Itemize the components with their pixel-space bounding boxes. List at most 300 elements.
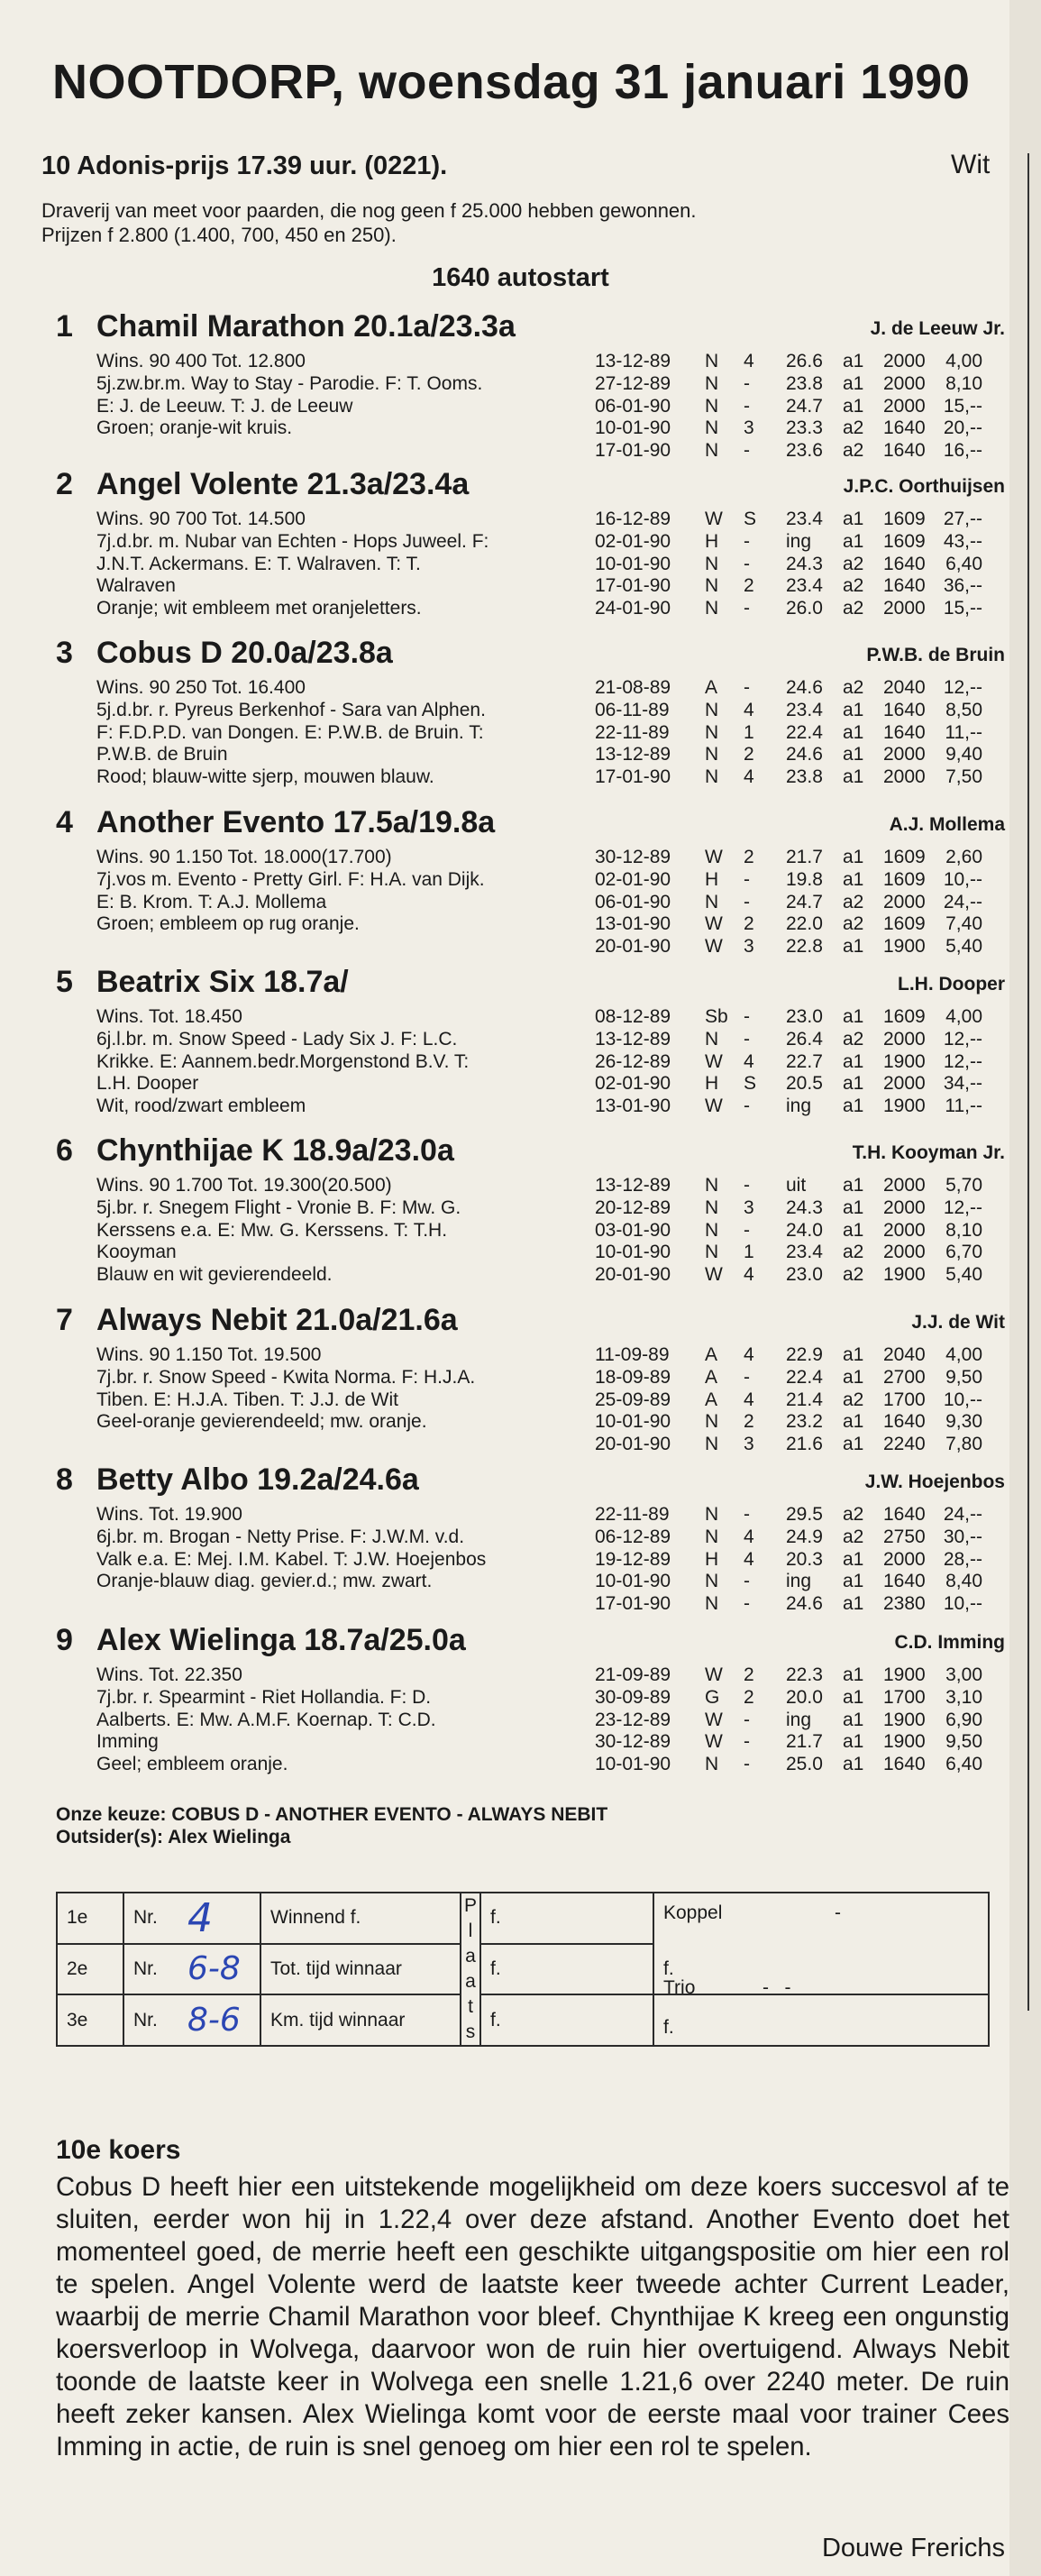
- info-line: 7j.d.br. m. Nubar van Echten - Hops Juweel. F:: [96, 530, 489, 552]
- horse-name: Cobus D 20.0a/23.8a: [96, 636, 393, 670]
- keuze-label: Onze keuze:: [56, 1804, 167, 1825]
- result-class: a1: [843, 1731, 864, 1753]
- result-odds: 12,--: [943, 1196, 982, 1218]
- result-place: 4: [744, 766, 754, 788]
- result-class: a1: [843, 847, 864, 867]
- result-class: a1: [843, 1073, 864, 1095]
- result-date: 16-12-89: [595, 509, 671, 529]
- result-time: 23.4: [786, 1242, 823, 1263]
- result-track: H: [705, 1548, 719, 1570]
- result-date: 13-12-89: [595, 351, 671, 371]
- info-line: F: F.D.P.D. van Dongen. E: P.W.B. de Bruin. T:: [96, 721, 484, 743]
- picks: [56, 1803, 607, 1848]
- page-title: NOOTDORP, woensdag 31 januari 1990: [52, 55, 971, 109]
- result-class: a2: [843, 575, 864, 597]
- result-class: a2: [843, 440, 864, 462]
- result-distance: 1640: [883, 417, 926, 439]
- horse-info: [96, 351, 601, 440]
- result-place: S: [744, 1073, 757, 1095]
- result-odds: 2,60: [945, 847, 982, 867]
- result-date: 06-11-89: [595, 699, 670, 720]
- result-date: 20-01-90: [595, 1264, 671, 1286]
- prediction-form: [56, 1892, 990, 2047]
- form-field: Km. tijd winnaar: [260, 1994, 461, 2046]
- form-field: Winnend f.: [260, 1893, 461, 1944]
- result-distance: 1640: [883, 1754, 926, 1775]
- info-line: J.N.T. Ackermans. E: T. Walraven. T: T.: [96, 553, 421, 574]
- race-header: 10 Adonis-prijs 17.39 uur. (0221).: [41, 151, 448, 180]
- result-place: 3: [744, 936, 754, 958]
- trio-dash: - -: [762, 1977, 791, 1999]
- result-odds: 15,--: [943, 598, 982, 619]
- result-track: N: [705, 553, 719, 574]
- result-class: a2: [843, 1264, 864, 1286]
- result-place: 4: [744, 1344, 754, 1365]
- result-track: G: [705, 1686, 720, 1708]
- result-class: a2: [843, 891, 864, 912]
- form-nr-label: Nr.: [123, 1944, 178, 1995]
- result-odds: 7,50: [945, 766, 982, 788]
- result-date: 08-12-89: [595, 1006, 671, 1027]
- result-distance: 1640: [883, 1571, 926, 1592]
- result-time: 23.4: [786, 509, 823, 529]
- result-time: ing: [786, 1571, 812, 1592]
- result-date: 10-01-90: [595, 1242, 671, 1263]
- result-distance: 1640: [883, 440, 926, 462]
- start-type: 1640 autostart: [432, 263, 609, 292]
- result-class: a2: [843, 1526, 864, 1547]
- result-date: 27-12-89: [595, 372, 671, 394]
- form-place: 3e: [57, 1994, 123, 2046]
- result-odds: 3,00: [945, 1664, 982, 1685]
- result-date: 06-01-90: [595, 395, 671, 417]
- info-line: 5j.zw.br.m. Way to Stay - Parodie. F: T. Ooms.: [96, 372, 483, 394]
- horse-number: 2: [56, 467, 73, 501]
- result-time: 22.4: [786, 1366, 823, 1388]
- form-nr-value[interactable]: [178, 1893, 260, 1944]
- horse-name: Beatrix Six 18.7a/: [96, 965, 349, 999]
- result-odds: 28,--: [943, 1548, 982, 1570]
- form-f[interactable]: f.: [480, 1944, 653, 1995]
- result-track: A: [705, 1344, 718, 1365]
- result-track: W: [705, 1709, 723, 1730]
- result-date: 10-01-90: [595, 1411, 671, 1433]
- result-place: 2: [744, 1686, 754, 1708]
- result-odds: 34,--: [943, 1073, 982, 1095]
- result-odds: 27,--: [943, 509, 982, 529]
- form-nr-label: Nr.: [123, 1994, 178, 2046]
- result-class: a2: [843, 1504, 864, 1525]
- race-color: Wit: [951, 150, 991, 179]
- result-time: 23.4: [786, 575, 823, 597]
- info-line: E: B. Krom. T: A.J. Mollema: [96, 891, 327, 912]
- result-track: W: [705, 1731, 723, 1753]
- result-odds: 7,80: [945, 1434, 982, 1455]
- result-date: 06-12-89: [595, 1526, 671, 1547]
- form-place: 2e: [57, 1944, 123, 1995]
- horse-name: Chamil Marathon 20.1a/23.3a: [96, 309, 516, 344]
- result-track: N: [705, 744, 719, 765]
- result-date: 11-09-89: [595, 1344, 670, 1365]
- result-class: a1: [843, 766, 864, 788]
- result-track: N: [705, 1028, 719, 1050]
- horse-info: [96, 847, 601, 936]
- result-date: 06-01-90: [595, 891, 671, 912]
- result-place: -: [744, 395, 750, 417]
- result-place: -: [744, 868, 750, 890]
- result-place: -: [744, 598, 750, 619]
- info-line: Wins. 90 700 Tot. 14.500: [96, 509, 306, 529]
- result-date: 30-09-89: [595, 1686, 671, 1708]
- horse-name: Angel Volente 21.3a/23.4a: [96, 467, 470, 501]
- condition-line: Draverij van meet voor paarden, die nog geen f 25.000 hebben gewonnen.: [41, 199, 697, 222]
- horse-name: Chynthijae K 18.9a/23.0a: [96, 1133, 454, 1168]
- koppel-cell[interactable]: [653, 1893, 989, 1994]
- result-place: -: [744, 1095, 750, 1117]
- horse-trainer: J. de Leeuw Jr.: [870, 318, 1005, 339]
- result-class: a2: [843, 1028, 864, 1050]
- result-odds: 9,50: [945, 1731, 982, 1753]
- result-place: -: [744, 1175, 750, 1196]
- horse-name: Another Evento 17.5a/19.8a: [96, 805, 496, 839]
- result-date: 02-01-90: [595, 1073, 671, 1095]
- result-distance: 2750: [883, 1526, 926, 1547]
- result-track: N: [705, 351, 719, 371]
- info-line: Valk e.a. E: Mej. I.M. Kabel. T: J.W. Hoejenbos: [96, 1548, 487, 1570]
- result-class: a1: [843, 721, 864, 743]
- result-time: 25.0: [786, 1754, 823, 1775]
- result-distance: 1900: [883, 1664, 926, 1685]
- result-distance: 2000: [883, 766, 926, 788]
- horse-number: 9: [56, 1623, 73, 1657]
- result-track: N: [705, 395, 719, 417]
- result-place: 4: [744, 351, 754, 371]
- result-date: 20-01-90: [595, 936, 671, 958]
- result-distance: 2000: [883, 1028, 926, 1050]
- result-class: a2: [843, 677, 864, 698]
- result-class: a1: [843, 1709, 864, 1730]
- result-class: a1: [843, 1593, 864, 1615]
- info-line: Walraven: [96, 575, 176, 597]
- horse-trainer: P.W.B. de Bruin: [866, 645, 1005, 665]
- result-date: 17-01-90: [595, 575, 671, 597]
- info-line: 7j.vos m. Evento - Pretty Girl. F: H.A. van Dijk.: [96, 868, 485, 890]
- result-place: 4: [744, 1548, 754, 1570]
- result-class: a2: [843, 913, 864, 935]
- result-time: 23.4: [786, 699, 823, 720]
- result-distance: 1900: [883, 936, 926, 958]
- result-distance: 1640: [883, 575, 926, 597]
- result-class: a1: [843, 744, 864, 765]
- result-distance: 1640: [883, 553, 926, 574]
- form-f[interactable]: f.: [480, 1994, 653, 2046]
- result-track: Sb: [705, 1006, 728, 1027]
- result-odds: 16,--: [943, 440, 982, 462]
- result-distance: 2040: [883, 677, 926, 698]
- result-class: a1: [843, 936, 864, 958]
- info-line: 6j.l.br. m. Snow Speed - Lady Six J. F: L.C.: [96, 1028, 458, 1050]
- horse-info: [96, 1175, 601, 1287]
- result-odds: 36,--: [943, 575, 982, 597]
- result-time: 24.0: [786, 1219, 823, 1241]
- result-time: 23.3: [786, 417, 823, 439]
- result-time: 21.7: [786, 1731, 823, 1753]
- column-divider: [1027, 153, 1029, 2011]
- result-odds: 6,90: [945, 1709, 982, 1730]
- result-class: a1: [843, 509, 864, 529]
- result-track: W: [705, 1095, 723, 1117]
- result-track: A: [705, 1366, 718, 1388]
- result-place: 3: [744, 1434, 754, 1455]
- form-f[interactable]: f.: [480, 1893, 653, 1944]
- result-track: H: [705, 530, 719, 552]
- result-time: 22.0: [786, 913, 823, 935]
- result-track: N: [705, 1411, 719, 1433]
- result-place: S: [744, 509, 757, 529]
- info-line: 6j.br. m. Brogan - Netty Prise. F: J.W.M. v.d.: [96, 1526, 465, 1547]
- commentary-text: Cobus D heeft hier een uitstekende mogelijkheid om deze koers succesvol af te sluiten, eerder won hij in 1.22,4 over deze afstand. Another Evento doet het momenteel goed, de merrie heeft een geschikte uitgangspositie om hier een rol te spelen. Angel Volente werd de laatste keer tweede achter Current Leader, waarbij de merrie Chamil Marathon voor bleef. Chynthijae K kreeg een ongunstig koersverloop in Wolvega, daarvoor won de ruin hier overtuigend. Always Nebit toonde de laatste keer in Wolvega een snelle 1.21,6 over 2240 meter. De ruin heeft zeker kansen. Alex Wielinga komt voor de eerste maal voor trainer Cees Imming in actie, de ruin is snel genoeg om hier een rol te spelen.: [56, 2172, 1009, 2461]
- result-place: 3: [744, 417, 754, 439]
- result-distance: 1609: [883, 868, 926, 890]
- result-place: -: [744, 553, 750, 574]
- result-track: N: [705, 1571, 719, 1592]
- handwritten-nr: 8-6: [187, 2002, 241, 2040]
- result-odds: 4,00: [945, 351, 982, 371]
- result-distance: 1609: [883, 847, 926, 867]
- result-date: 20-01-90: [595, 1434, 671, 1455]
- result-track: N: [705, 1242, 719, 1263]
- info-line: Wins. 90 250 Tot. 16.400: [96, 677, 306, 698]
- result-time: 22.9: [786, 1344, 823, 1365]
- outsider-label: Outsider(s):: [56, 1827, 164, 1847]
- horse-number: 4: [56, 805, 73, 839]
- result-distance: 2000: [883, 598, 926, 619]
- info-line: 5j.br. r. Snegem Flight - Vronie B. F: Mw. G.: [96, 1196, 461, 1218]
- result-place: 4: [744, 1389, 754, 1410]
- result-time: 22.4: [786, 721, 823, 743]
- result-date: 19-12-89: [595, 1548, 671, 1570]
- result-distance: 2240: [883, 1434, 926, 1455]
- result-distance: 1640: [883, 1411, 926, 1433]
- form-field: Tot. tijd winnaar: [260, 1944, 461, 1995]
- result-place: -: [744, 1366, 750, 1388]
- result-odds: 12,--: [943, 1050, 982, 1072]
- result-time: 23.8: [786, 372, 823, 394]
- result-odds: 6,40: [945, 553, 982, 574]
- result-time: 29.5: [786, 1504, 823, 1525]
- info-line: Oranje; wit embleem met oranjeletters.: [96, 598, 422, 619]
- result-place: -: [744, 372, 750, 394]
- result-class: a1: [843, 1175, 864, 1196]
- result-date: 10-01-90: [595, 553, 671, 574]
- result-odds: 11,--: [945, 721, 982, 743]
- result-class: a1: [843, 699, 864, 720]
- info-line: Geel-oranje gevierendeeld; mw. oranje.: [96, 1411, 427, 1433]
- result-track: N: [705, 1196, 719, 1218]
- result-place: -: [744, 1504, 750, 1525]
- result-distance: 2000: [883, 395, 926, 417]
- result-track: N: [705, 417, 719, 439]
- result-track: H: [705, 1073, 719, 1095]
- result-class: a2: [843, 1389, 864, 1410]
- form-nr-value[interactable]: [178, 1994, 260, 2046]
- result-date: 20-12-89: [595, 1196, 671, 1218]
- condition-line: Prijzen f 2.800 (1.400, 700, 450 en 250).: [41, 224, 397, 246]
- result-track: N: [705, 1434, 719, 1455]
- horse-name: Betty Albo 19.2a/24.6a: [96, 1462, 419, 1497]
- result-date: 26-12-89: [595, 1050, 671, 1072]
- result-place: -: [744, 530, 750, 552]
- result-class: a1: [843, 1366, 864, 1388]
- result-time: 23.2: [786, 1411, 823, 1433]
- result-distance: 1640: [883, 699, 926, 720]
- result-odds: 9,40: [945, 744, 982, 765]
- result-class: a1: [843, 395, 864, 417]
- result-time: 24.3: [786, 553, 823, 574]
- result-time: 20.5: [786, 1073, 823, 1095]
- result-odds: 4,00: [945, 1006, 982, 1027]
- result-place: 4: [744, 1050, 754, 1072]
- info-line: Wins. 90 1.700 Tot. 19.300(20.500): [96, 1175, 392, 1196]
- horse-trainer: C.D. Imming: [894, 1632, 1005, 1653]
- horse-trainer: J.J. de Wit: [911, 1312, 1005, 1333]
- result-time: 26.4: [786, 1028, 823, 1050]
- result-odds: 8,10: [945, 1219, 982, 1241]
- result-date: 17-01-90: [595, 440, 671, 462]
- result-date: 02-01-90: [595, 868, 671, 890]
- result-place: -: [744, 1219, 750, 1241]
- result-odds: 43,--: [943, 530, 982, 552]
- koppel-label: Koppel: [663, 1902, 723, 1923]
- result-track: H: [705, 868, 719, 890]
- result-place: 2: [744, 913, 754, 935]
- result-distance: 2000: [883, 372, 926, 394]
- result-track: N: [705, 1175, 719, 1196]
- commentary-title: 10e koers: [56, 2135, 181, 2165]
- result-place: 2: [744, 1664, 754, 1685]
- result-distance: 1900: [883, 1050, 926, 1072]
- result-place: 3: [744, 1196, 754, 1218]
- info-line: Oranje-blauw diag. gevier.d.; mw. zwart.: [96, 1571, 433, 1592]
- horse-trainer: J.W. Hoejenbos: [864, 1471, 1005, 1492]
- result-time: 26.6: [786, 351, 823, 371]
- result-track: N: [705, 766, 719, 788]
- result-date: 30-12-89: [595, 847, 671, 867]
- info-line: 7j.br. r. Spearmint - Riet Hollandia. F: D.: [96, 1686, 432, 1708]
- info-line: Kerssens e.a. E: Mw. G. Kerssens. T: T.H.: [96, 1219, 448, 1241]
- info-line: Blauw en wit gevierendeeld.: [96, 1264, 333, 1286]
- trio-f: f.: [663, 2017, 674, 2039]
- result-track: N: [705, 575, 719, 597]
- result-date: 10-01-90: [595, 1754, 671, 1775]
- result-distance: 2380: [883, 1593, 926, 1615]
- result-class: a1: [843, 1571, 864, 1592]
- result-odds: 9,30: [945, 1411, 982, 1433]
- result-class: a1: [843, 1686, 864, 1708]
- handwritten-nr: 6-8: [187, 1950, 241, 1988]
- info-line: Imming: [96, 1731, 159, 1753]
- result-odds: 3,10: [945, 1686, 982, 1708]
- result-class: a1: [843, 868, 864, 890]
- result-track: N: [705, 721, 719, 743]
- result-time: ing: [786, 1709, 812, 1730]
- result-time: 26.0: [786, 598, 823, 619]
- result-place: 4: [744, 1526, 754, 1547]
- info-line: Krikke. E: Aannem.bedr.Morgenstond B.V. T:: [96, 1050, 470, 1072]
- result-distance: 1640: [883, 721, 926, 743]
- result-distance: 2040: [883, 1344, 926, 1365]
- result-time: 24.6: [786, 744, 823, 765]
- result-time: 23.8: [786, 766, 823, 788]
- result-class: a1: [843, 1006, 864, 1027]
- info-line: Kooyman: [96, 1242, 177, 1263]
- horse-name: Alex Wielinga 18.7a/25.0a: [96, 1623, 466, 1657]
- result-date: 21-08-89: [595, 677, 671, 698]
- result-class: a1: [843, 1754, 864, 1775]
- horse-trainer: J.P.C. Oorthuijsen: [843, 476, 1005, 497]
- result-class: a1: [843, 1411, 864, 1433]
- result-track: W: [705, 509, 723, 529]
- result-class: a1: [843, 351, 864, 371]
- result-distance: 2000: [883, 891, 926, 912]
- form-nr-label: Nr.: [123, 1893, 178, 1944]
- result-class: a1: [843, 1344, 864, 1365]
- result-time: ing: [786, 1095, 812, 1117]
- result-odds: 24,--: [943, 891, 982, 912]
- result-odds: 8,40: [945, 1571, 982, 1592]
- result-track: N: [705, 1526, 719, 1547]
- horse-info: [96, 677, 601, 789]
- form-nr-value[interactable]: [178, 1944, 260, 1995]
- result-track: W: [705, 1664, 723, 1685]
- koppel-dash: -: [835, 1902, 841, 1923]
- plaats-label: P l a a t s: [461, 1893, 480, 2046]
- result-date: 13-12-89: [595, 744, 671, 765]
- result-distance: 2000: [883, 1175, 926, 1196]
- koppel-f: f.: [663, 1958, 674, 1979]
- trio-cell[interactable]: [653, 1977, 989, 2046]
- result-odds: 24,--: [943, 1504, 982, 1525]
- result-distance: 1609: [883, 1006, 926, 1027]
- info-line: Wins. Tot. 22.350: [96, 1664, 242, 1685]
- result-track: W: [705, 847, 723, 867]
- result-place: -: [744, 1028, 750, 1050]
- result-place: 2: [744, 744, 754, 765]
- result-time: 23.6: [786, 440, 823, 462]
- page-edge: [1009, 0, 1041, 2576]
- info-line: Wit, rood/zwart embleem: [96, 1095, 306, 1117]
- result-track: N: [705, 1593, 719, 1615]
- handwritten-nr: 4: [187, 1894, 213, 1941]
- result-time: ing: [786, 530, 812, 552]
- result-place: -: [744, 1731, 750, 1753]
- result-distance: 1609: [883, 509, 926, 529]
- info-line: E: J. de Leeuw. T: J. de Leeuw: [96, 395, 353, 417]
- result-place: 2: [744, 847, 754, 867]
- result-odds: 15,--: [943, 395, 982, 417]
- result-place: 4: [744, 1264, 754, 1286]
- info-line: Groen; oranje-wit kruis.: [96, 417, 293, 439]
- result-date: 13-12-89: [595, 1028, 671, 1050]
- info-line: L.H. Dooper: [96, 1073, 199, 1095]
- result-odds: 12,--: [943, 1028, 982, 1050]
- result-class: a1: [843, 1050, 864, 1072]
- author: Douwe Frerichs: [821, 2534, 1005, 2562]
- result-place: -: [744, 1709, 750, 1730]
- result-place: -: [744, 677, 750, 698]
- result-distance: 2000: [883, 1219, 926, 1241]
- result-odds: 8,50: [945, 699, 982, 720]
